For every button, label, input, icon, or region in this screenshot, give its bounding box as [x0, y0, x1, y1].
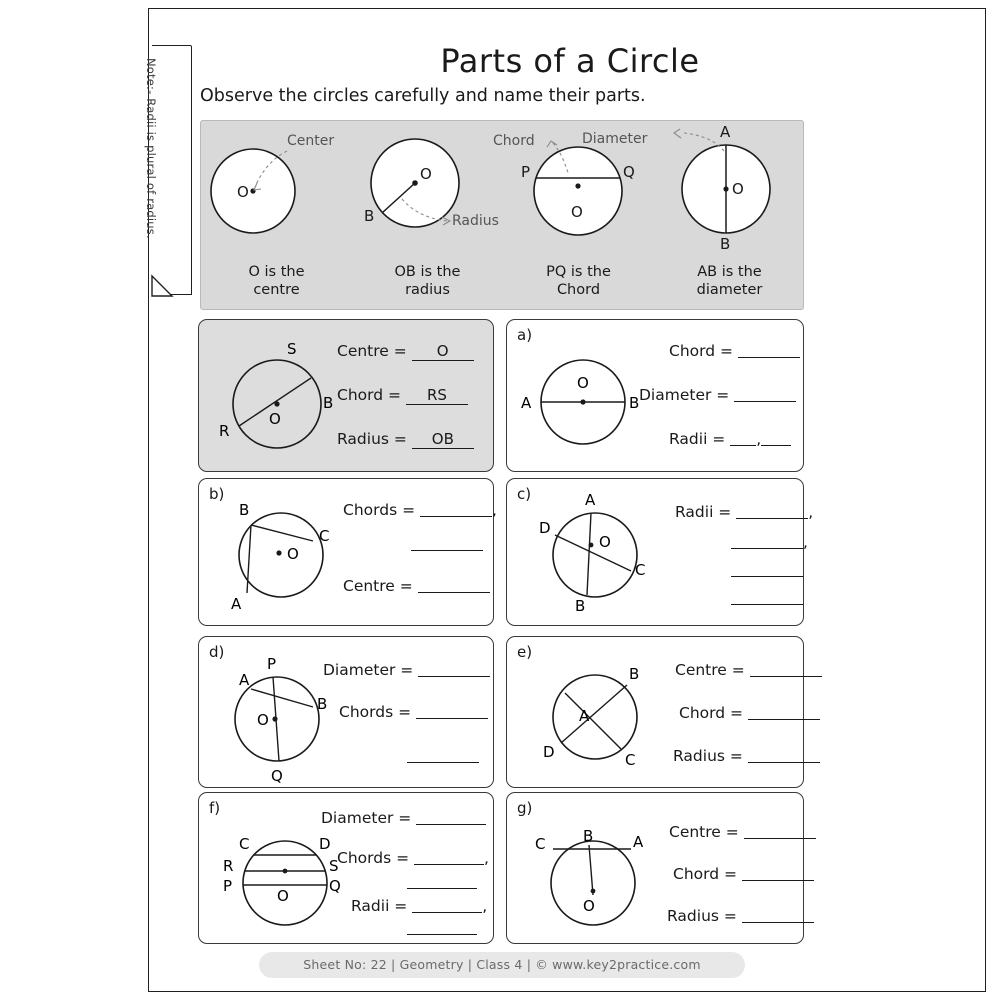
svg-text:B: B	[720, 235, 731, 253]
field-radius[interactable]	[673, 747, 820, 765]
question-label-c: c)	[517, 485, 532, 503]
instruction-text: Observe the circles carefully and name their parts.	[200, 86, 646, 106]
svg-text:C: C	[319, 527, 330, 545]
svg-text:O: O	[583, 897, 595, 915]
field-label: Chord =	[679, 704, 743, 722]
question-box-f	[198, 792, 494, 944]
svg-text:A: A	[521, 394, 532, 412]
field-blank[interactable]	[418, 662, 490, 677]
circle-diagram-solved	[205, 326, 355, 476]
svg-text:A: A	[720, 123, 731, 141]
field-blank[interactable]	[744, 824, 816, 839]
field-blank[interactable]	[750, 662, 822, 677]
svg-text:B: B	[629, 394, 640, 412]
field-blank[interactable]	[416, 704, 488, 719]
field-label: Chord =	[669, 342, 733, 360]
field-blank[interactable]	[742, 866, 814, 881]
svg-text:R: R	[219, 422, 230, 440]
field-chord[interactable]	[337, 386, 468, 405]
field-centre[interactable]	[675, 661, 822, 679]
svg-text:S: S	[287, 340, 297, 358]
svg-text:B: B	[317, 695, 328, 713]
field-blank[interactable]	[731, 562, 803, 577]
question-label-e: e)	[517, 643, 533, 661]
field-radii-2[interactable]	[407, 919, 477, 937]
field-label: Centre =	[337, 342, 407, 360]
svg-text:C: C	[625, 751, 636, 769]
svg-text:O: O	[277, 887, 289, 905]
field-blank[interactable]	[748, 748, 820, 763]
question-box-solved	[198, 319, 494, 472]
field-label: Chord =	[337, 386, 401, 404]
field-radii-2[interactable]: ,	[731, 533, 808, 551]
field-radii-3[interactable]	[731, 561, 803, 579]
svg-text:O: O	[257, 711, 269, 729]
svg-text:A: A	[579, 707, 590, 725]
field-radius[interactable]	[337, 430, 474, 449]
field-blank[interactable]	[738, 343, 800, 358]
field-blank[interactable]	[742, 908, 814, 923]
svg-text:O: O	[571, 203, 583, 221]
svg-text:O: O	[577, 374, 589, 392]
field-blank[interactable]	[416, 810, 486, 825]
examples-band	[200, 120, 804, 310]
field-blank[interactable]	[412, 898, 482, 913]
example-chord	[493, 121, 654, 311]
field-label: Radii =	[669, 430, 726, 448]
svg-text:A: A	[239, 671, 250, 689]
field-diameter[interactable]	[321, 809, 486, 827]
circle-diagram-c	[517, 483, 677, 628]
svg-text:A: A	[633, 833, 644, 851]
svg-text:P: P	[223, 877, 233, 895]
footer-text: Sheet No: 22 | Geometry | Class 4 | © www.key2practice.com	[259, 952, 745, 978]
svg-text:P: P	[521, 163, 531, 181]
example-diameter	[582, 121, 805, 311]
field-diameter[interactable]	[323, 661, 490, 679]
field-radii-4[interactable]	[731, 589, 803, 607]
field-label: Diameter =	[323, 661, 414, 679]
svg-text:Q: Q	[329, 877, 341, 895]
question-box-d	[198, 636, 494, 788]
svg-text:O: O	[732, 180, 744, 198]
field-label: Radius =	[673, 747, 743, 765]
svg-text:B: B	[575, 597, 586, 615]
field-blank[interactable]	[407, 748, 479, 763]
field-centre[interactable]	[337, 342, 474, 361]
field-radius[interactable]	[667, 907, 814, 925]
question-label-a: a)	[517, 326, 533, 344]
svg-text:S: S	[329, 857, 339, 875]
field-blank[interactable]	[407, 920, 477, 935]
svg-text:B: B	[583, 827, 594, 845]
field-label: Chord =	[673, 865, 737, 883]
field-blank[interactable]	[730, 431, 756, 446]
svg-text:O: O	[287, 545, 299, 563]
field-chords[interactable]: Chords = ,	[337, 849, 489, 867]
field-blank[interactable]	[761, 431, 791, 446]
svg-text:O: O	[420, 165, 432, 183]
svg-text:D: D	[539, 519, 551, 537]
question-box-g	[506, 792, 804, 944]
field-chords-2[interactable]	[407, 747, 479, 765]
field-blank[interactable]	[748, 705, 820, 720]
field-label: Centre =	[343, 577, 413, 595]
svg-text:B: B	[364, 207, 375, 225]
field-label: Radius =	[667, 907, 737, 925]
field-label: Radii =	[351, 897, 408, 915]
field-label: Radius =	[337, 430, 407, 448]
svg-text:D: D	[319, 835, 331, 853]
example-center	[201, 121, 352, 311]
svg-text:Q: Q	[271, 767, 283, 785]
field-chords[interactable]	[339, 703, 488, 721]
field-label: Centre =	[669, 823, 739, 841]
field-chords-2[interactable]	[407, 873, 477, 891]
field-answer[interactable]: O	[412, 342, 474, 361]
field-blank[interactable]	[736, 504, 808, 519]
field-chord[interactable]	[679, 704, 820, 722]
circle-diagram-e	[517, 641, 677, 791]
svg-text:C: C	[535, 835, 546, 853]
field-diameter[interactable]	[639, 386, 796, 404]
svg-text:Q: Q	[623, 163, 635, 181]
svg-text:P: P	[267, 655, 277, 673]
svg-text:C: C	[239, 835, 250, 853]
question-box-c	[506, 478, 814, 626]
field-blank[interactable]	[731, 590, 803, 605]
field-blank[interactable]	[731, 534, 803, 549]
circle-diagram-g	[517, 799, 677, 949]
field-answer[interactable]: RS	[406, 386, 468, 405]
svg-text:O: O	[599, 533, 611, 551]
example-annotation: Chord	[493, 133, 535, 149]
field-blank[interactable]	[414, 850, 484, 865]
field-label: Diameter =	[321, 809, 412, 827]
svg-text:B: B	[239, 501, 250, 519]
svg-text:D: D	[543, 743, 555, 761]
svg-text:B: B	[323, 394, 334, 412]
field-chords[interactable]: Chords = ,	[343, 501, 497, 519]
field-label: Centre =	[675, 661, 745, 679]
example-annotation: Diameter	[582, 131, 648, 147]
field-label: Diameter =	[639, 386, 730, 404]
field-radii[interactable]: Radii = ,	[351, 897, 488, 915]
svg-text:A: A	[231, 595, 242, 613]
example-radius	[352, 121, 503, 311]
page-title: Parts of a Circle	[440, 42, 700, 80]
question-box-e	[506, 636, 804, 788]
svg-text:B: B	[629, 665, 640, 683]
field-radii[interactable]: Radii = ,	[675, 503, 814, 521]
example-caption: O is the centre	[248, 263, 305, 298]
question-box-a	[506, 319, 804, 472]
example-caption: PQ is the Chord	[546, 263, 611, 298]
example-caption: AB is the diameter	[696, 263, 763, 298]
question-label-g: g)	[517, 799, 533, 817]
note-label: Note:- Radii is plural of radius.	[144, 58, 158, 239]
field-centre[interactable]	[343, 577, 490, 595]
field-chord[interactable]	[669, 342, 800, 360]
question-label-f: f)	[209, 799, 221, 817]
svg-text:R: R	[223, 857, 234, 875]
question-box-b	[198, 478, 497, 626]
field-label: Radii =	[675, 503, 732, 521]
field-centre[interactable]	[669, 823, 816, 841]
note-tab-fold-icon	[152, 46, 192, 296]
question-label-b: b)	[209, 485, 225, 503]
field-answer[interactable]: OB	[412, 430, 474, 449]
field-chords-2[interactable]	[411, 535, 483, 553]
question-label-d: d)	[209, 643, 225, 661]
field-radii[interactable]: Radii = ,	[669, 430, 791, 448]
example-annotation: Center	[287, 133, 335, 149]
svg-text:A: A	[585, 491, 596, 509]
svg-text:O: O	[237, 183, 249, 201]
field-chord[interactable]	[673, 865, 814, 883]
example-annotation: Radius	[452, 213, 499, 229]
field-blank[interactable]	[420, 502, 492, 517]
field-label: Chords =	[337, 849, 410, 867]
example-caption: OB is the radius	[394, 263, 461, 298]
svg-text:C: C	[635, 561, 646, 579]
field-blank[interactable]	[734, 387, 796, 402]
field-label: Chords =	[343, 501, 416, 519]
field-label: Chords =	[339, 703, 412, 721]
note-tab	[152, 45, 192, 295]
field-blank[interactable]	[407, 874, 477, 889]
svg-text:O: O	[269, 410, 281, 428]
field-blank[interactable]	[418, 578, 490, 593]
field-blank[interactable]	[411, 536, 483, 551]
